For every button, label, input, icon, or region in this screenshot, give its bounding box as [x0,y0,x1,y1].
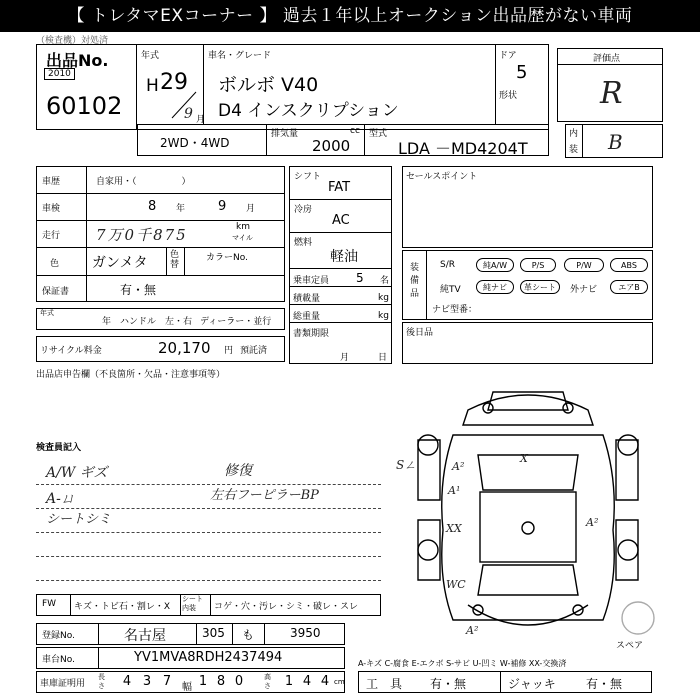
tools-value: 有・無 [430,677,467,691]
displacement-value: 2000 [312,137,351,155]
score-value: R [600,76,623,111]
registration-class: 305 [202,626,225,640]
shift-value: FAT [328,180,351,195]
inspector-label: 検査員記入 [36,443,82,453]
certificate-height-3: 4 [320,674,330,689]
certificate-length-2: 3 [142,674,152,689]
recycle-value: 20,170 [158,339,211,357]
sales-point-label: セールスポイント [406,172,478,182]
equipment-label: 装備品 [410,263,420,299]
recycle-unit: 円 [224,346,234,356]
inspection-year-unit: 年 [176,204,186,214]
doors-value: 5 [516,62,528,83]
capacity-label: 乗車定員 [293,276,330,286]
displacement-label: 排気量 [271,129,299,139]
load-label: 積載量 [293,294,321,304]
inspector-line-3: シートシミ [46,512,112,527]
diagram-mark-a2-rear: A² [466,624,479,637]
registration-kana: も [242,628,255,642]
year-value: 29 [160,70,188,95]
top-note: （検査機）対処済 [36,36,109,46]
gross-weight-label: 総重量 [293,312,321,322]
gross-weight-unit: kg [378,311,389,321]
inspector-right-2: 左右フーピラーBP [210,488,319,503]
warranty-label: 保証書 [42,287,70,297]
registration-number: 3950 [290,626,321,640]
year-label: 年式 [141,51,160,61]
chassis-value: YV1MVA8RDH2437494 [134,650,283,665]
after-label: 後日品 [406,328,434,338]
certificate-width-label: 幅 [182,682,192,693]
lot-number: 60102 [46,92,123,120]
car-name: ボルボ V40 [218,74,319,96]
mileage-value: 7万0千875 [96,226,188,244]
equip-alloy-wheel: 純A/W [476,258,514,272]
model-code-value: LDA －MD4204T [398,139,528,158]
mileage-label: 走行 [42,231,61,241]
diagram-mark-a2-side: A² [586,516,599,529]
certificate-height-2: 4 [302,674,312,689]
fw-label: FW [42,599,57,609]
displacement-unit: cc [350,126,360,136]
year-month-unit: 月 [196,115,206,125]
shape-label: 形状 [499,91,518,101]
fw-right: コゲ・穴・汚レ・シミ・破レ・スレ [214,602,359,612]
certificate-unit: cm [334,678,345,686]
car-grade: D4 インスクリプション [218,101,399,121]
year-slash [168,90,198,120]
note-model-dealer: ディーラー・並行 [200,317,272,327]
car-label: 車名・グレード [208,51,272,61]
inspection-month: 9 [218,199,227,214]
drive-value: 2WD・4WD [160,136,230,150]
mileage-unit-km: km [236,222,250,232]
document-date-month: 月 [340,353,350,363]
shift-label: シフト [294,172,322,182]
color-no-label: カラーNo. [206,253,248,263]
equip-tv: 純TV [440,285,461,295]
fuel-value: 軽油 [330,249,358,265]
interior-label-2: 装 [569,145,579,155]
certificate-height-1: 1 [284,674,294,689]
tools-label: 工 具 [366,677,403,691]
interior-label-1: 内 [569,129,579,139]
car-damage-diagram [398,380,658,650]
note-model-handle: ハンドル 左・右 [120,317,193,327]
capacity-unit: 名 [380,276,390,286]
score-label: 評価点 [593,54,621,64]
equip-power-steering: P/S [520,258,556,272]
seller-note: 出品店申告欄（不良箇所・欠品・注意事項等） [36,370,226,380]
inspection-label: 車検 [42,204,61,214]
mileage-unit-mile: マイル [232,234,253,242]
lot-year-tag: 2010 [44,68,75,80]
inspection-month-unit: 月 [246,204,256,214]
document-date-label: 書類期限 [293,329,330,339]
diagram-mark-a2-front: A² [452,460,465,473]
diagram-mark-a1: A¹ [448,484,461,497]
document-date-day: 日 [378,353,388,363]
aircon-label: 冷房 [294,205,313,215]
note-model-label: 年式 [40,309,54,317]
after-box [402,322,653,364]
lot-label: 出品No. [46,51,109,70]
capacity-value: 5 [356,271,364,285]
certificate-height-label: 高さ [264,673,271,690]
inspector-right-1: 修復 [224,463,252,479]
inspector-line-1: A/W ギズ [46,465,108,481]
navi-model-label: ナビ型番： [432,305,478,315]
certificate-width-3: 0 [234,674,244,689]
fuel-label: 燃料 [294,238,313,248]
note-model-year-unit: 年 [102,317,112,327]
inspector-line-2: A-ㄩ [46,491,75,507]
doors-label: ドア [499,51,517,61]
equip-power-window: P/W [564,258,604,272]
color-repaint-label: 色替 [170,250,180,270]
equip-abs: ABS [610,258,648,272]
fw-left: キズ・トビ石・割レ・X [74,602,170,612]
equip-sr: S/R [440,260,455,270]
recycle-status: 預託済 [240,346,268,356]
fw-seat-label: シート内装 [182,595,203,612]
aircon-value: AC [332,213,350,228]
year-month: 9 [184,106,193,122]
recycle-label: リサイクル料金 [40,346,102,356]
model-code-label: 型式 [369,129,388,139]
certificate-length-label: 長さ [98,673,105,690]
load-unit: kg [378,293,389,303]
interior-value: B [608,130,623,154]
equip-genuine-navi: 純ナビ [476,280,514,294]
color-label: 色 [50,259,60,269]
certificate-width-2: 8 [216,674,226,689]
inspection-year: 8 [148,199,157,214]
equip-airbag: エアB [610,280,648,294]
year-era: H [146,76,159,96]
color-value: ガンメタ [92,255,148,271]
certificate-length-3: 7 [162,674,172,689]
equip-aftermarket-navi: 外ナビ [570,285,598,295]
registration-city: 名古屋 [124,628,166,644]
history-value: 自家用・（ ） [96,177,191,187]
certificate-width-1: 1 [198,674,208,689]
diagram-mark-side: Sㄥ [396,458,417,472]
banner: 【 トレタマEXコーナー 】 過去１年以上オークション出品歴がない車両 [0,0,700,32]
registration-label: 登録No. [42,631,75,641]
diagram-mark-xx: XX [446,522,462,535]
warranty-value: 有・無 [120,283,157,297]
jack-label: ジャッキ [508,677,556,691]
spare-label: スペア [616,641,644,651]
diagram-mark-x: X [520,452,528,465]
chassis-label: 車台No. [42,655,75,665]
certificate-label: 車庫証明用 [40,679,86,689]
history-label: 車歴 [42,177,61,187]
diagram-mark-wc: WC [446,578,466,591]
equip-leather-seat: 革シート [520,280,560,294]
jack-value: 有・無 [586,677,623,691]
certificate-length-1: 4 [122,674,132,689]
damage-legend: A-キズ C-腐食 E-エクボ S-サビ U-凹ミ W-補修 XX-交換済 [358,659,567,668]
